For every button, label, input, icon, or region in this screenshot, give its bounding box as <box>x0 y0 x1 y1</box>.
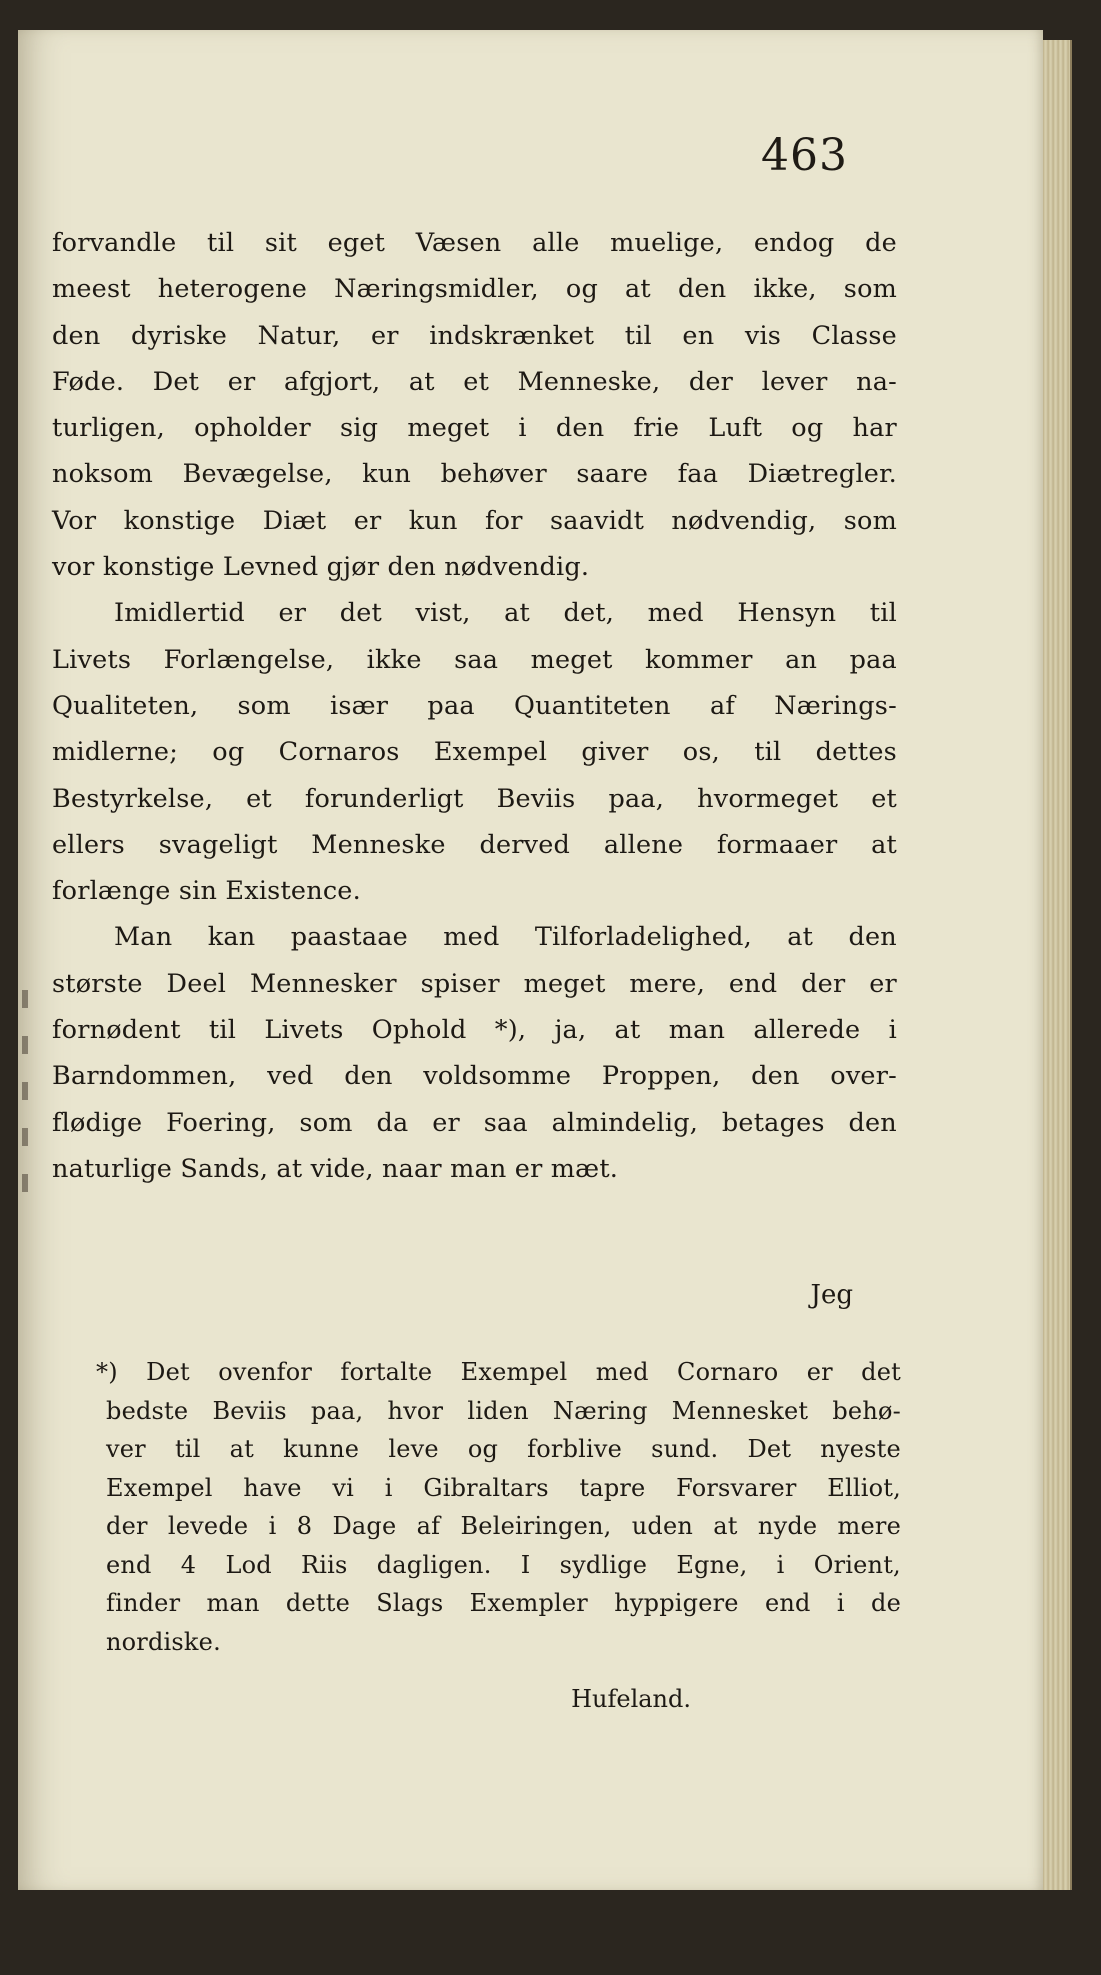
word: til <box>869 598 897 629</box>
word: Bevægelse, <box>182 459 333 490</box>
word: afgjort, <box>283 366 381 397</box>
word: derved <box>479 829 571 860</box>
word: og <box>565 274 598 305</box>
word: 8 <box>296 1512 313 1540</box>
word: meget <box>530 644 613 675</box>
word: opholder <box>194 413 311 444</box>
text-line <box>52 1100 897 1146</box>
word: især <box>329 690 389 721</box>
word: turligen, <box>52 413 165 444</box>
word: konstige <box>123 505 236 536</box>
word: Deel <box>166 968 227 999</box>
word: Væsen <box>415 228 502 258</box>
word: Gibraltars <box>423 1473 549 1502</box>
word: Mennesker <box>249 968 397 999</box>
word: dagligen. <box>376 1550 492 1579</box>
text-line <box>52 220 897 266</box>
word: Cornaros <box>278 737 400 768</box>
word: dette <box>285 1589 350 1617</box>
word: allerede <box>753 1015 861 1046</box>
word: heterogene <box>157 274 308 305</box>
footnote-line <box>106 1507 901 1546</box>
word: Natur, <box>257 320 341 351</box>
footnote-line <box>106 1469 901 1508</box>
word: af <box>709 690 735 721</box>
footnote-line <box>106 1392 901 1431</box>
word: nyeste <box>820 1435 901 1463</box>
text-line <box>52 266 897 312</box>
word: kun <box>362 459 412 490</box>
word: mere <box>837 1512 901 1540</box>
text-line <box>52 822 897 868</box>
word: de <box>871 1589 901 1617</box>
word: os, <box>682 737 720 768</box>
word: eget <box>327 228 386 258</box>
word: paa, <box>310 1396 364 1425</box>
word: ikke <box>366 644 422 675</box>
word: lever <box>761 366 828 397</box>
word: vis <box>744 320 782 351</box>
word: at <box>713 1512 738 1540</box>
word: for <box>485 505 523 536</box>
word: med <box>595 1358 649 1386</box>
book-page <box>18 30 1043 1890</box>
word: Man <box>114 922 173 953</box>
word: frie <box>633 413 680 444</box>
word: ver <box>106 1435 146 1463</box>
word: paa, <box>608 783 665 814</box>
word: Bestyrkelse, <box>52 783 214 814</box>
word: voldsomme <box>423 1061 572 1092</box>
word: de <box>865 228 897 258</box>
word: der <box>801 968 846 999</box>
word: midlerne; <box>52 737 179 768</box>
word: giver <box>581 737 649 768</box>
word: af <box>416 1512 441 1540</box>
word: Dage <box>332 1512 397 1540</box>
word: største <box>52 968 143 999</box>
word: behø- <box>832 1396 901 1425</box>
word: nyde <box>757 1512 818 1540</box>
word: almindelig, <box>551 1107 699 1138</box>
page-number: 463 <box>761 130 848 181</box>
word: uden <box>631 1512 694 1540</box>
text-line <box>52 590 897 636</box>
word: Beviis <box>496 783 576 814</box>
word: er <box>869 968 897 999</box>
word: over- <box>830 1061 897 1092</box>
word: forblive <box>527 1435 623 1463</box>
word: saavidt <box>550 505 645 536</box>
word: nødvendig, <box>671 505 817 536</box>
word: som <box>843 505 897 536</box>
word: er <box>353 505 382 536</box>
word: svageligt <box>158 829 278 860</box>
word: Barndommen, <box>52 1061 237 1092</box>
word: Det <box>146 1358 190 1386</box>
word: bedste <box>106 1396 189 1425</box>
word: flødige <box>52 1107 143 1138</box>
word: hvor <box>387 1396 444 1425</box>
word: saa <box>454 644 499 675</box>
word: kan <box>207 922 256 953</box>
word: an <box>785 644 818 675</box>
word: endog <box>753 228 835 258</box>
text-line <box>52 776 897 822</box>
word: i <box>776 1550 785 1579</box>
word: Hensyn <box>737 598 837 629</box>
word: indskrænket <box>429 320 595 351</box>
word: forunderligt <box>304 783 464 814</box>
footnote <box>96 1353 901 1661</box>
word: Exempler <box>469 1589 588 1617</box>
word: saa <box>483 1107 528 1138</box>
text-line <box>52 498 897 544</box>
word: Diætregler. <box>747 459 897 490</box>
word: sydlige <box>559 1550 648 1579</box>
word: formaaer <box>716 829 838 860</box>
word: Menneske, <box>517 366 661 397</box>
word: man <box>206 1589 260 1617</box>
footnote-line <box>106 1546 901 1585</box>
word: Forlængelse, <box>163 644 335 675</box>
word: at <box>408 366 435 397</box>
word: der <box>106 1512 148 1540</box>
word: hvormeget <box>697 783 839 814</box>
word: ovenfor <box>218 1358 313 1386</box>
word: og <box>212 737 245 768</box>
word: end <box>764 1589 811 1617</box>
word: ved <box>267 1061 314 1092</box>
text-line <box>52 359 897 405</box>
word: Beviis <box>212 1396 287 1425</box>
word: Forsvarer <box>676 1473 797 1502</box>
word: til <box>208 1015 237 1046</box>
word: er <box>370 320 399 351</box>
text-line <box>52 729 897 775</box>
word: Ophold <box>371 1015 467 1046</box>
word: I <box>520 1550 531 1579</box>
word: som <box>843 274 897 305</box>
word: har <box>852 413 897 444</box>
word: en <box>682 320 715 351</box>
footnote-line <box>96 1353 901 1392</box>
word: Livets <box>264 1015 344 1046</box>
word: paa <box>427 690 475 721</box>
text-line <box>52 313 897 359</box>
word: da <box>376 1107 409 1138</box>
text-line <box>52 1053 897 1099</box>
word: det, <box>563 598 615 629</box>
word: ikke, <box>753 274 817 305</box>
word: den <box>344 1061 393 1092</box>
word: at <box>504 598 530 629</box>
word: Livets <box>52 644 132 675</box>
word: der <box>688 366 734 397</box>
word: levede <box>167 1512 249 1540</box>
word: at <box>871 829 897 860</box>
word: at <box>229 1435 254 1463</box>
word: *) <box>96 1358 118 1386</box>
word: have <box>243 1473 302 1502</box>
word: at <box>787 922 814 953</box>
word: Exempel <box>106 1473 213 1502</box>
word: tapre <box>579 1473 646 1502</box>
word: i <box>384 1473 393 1502</box>
word: Føde. <box>52 366 125 397</box>
word: saare <box>576 459 649 490</box>
word: med <box>647 598 704 629</box>
word: er <box>227 366 256 397</box>
word: Næring <box>552 1396 648 1425</box>
word: Orient, <box>813 1550 901 1579</box>
word: Vor <box>52 505 97 536</box>
footnote-line <box>106 1430 901 1469</box>
text-line: naturlige Sands, at vide, naar man er mæt. <box>52 1153 619 1184</box>
word: til <box>624 320 652 351</box>
footnote-line <box>106 1584 901 1623</box>
word: sit <box>264 228 297 258</box>
word: *), <box>494 1015 527 1046</box>
word: den <box>52 320 101 351</box>
word: Slags <box>376 1589 444 1617</box>
word: Proppen, <box>601 1061 721 1092</box>
word: som <box>299 1107 353 1138</box>
word: kun <box>408 505 458 536</box>
word: til <box>207 228 235 258</box>
text-line: forlænge sin Existence. <box>52 876 361 907</box>
text-line: vor konstige Levned gjør den nødvendig. <box>52 552 590 583</box>
word: paastaae <box>290 922 408 953</box>
word: paa <box>849 644 897 675</box>
word: Exempel <box>460 1358 568 1386</box>
word: et <box>246 783 272 814</box>
word: Luft <box>708 413 763 444</box>
word: betages <box>721 1107 825 1138</box>
word: i <box>888 1015 897 1046</box>
word: det <box>339 598 382 629</box>
word: Qualiteten, <box>52 690 199 721</box>
word: den <box>848 922 897 953</box>
word: faa <box>677 459 719 490</box>
text-line <box>52 637 897 683</box>
word: forvandle <box>52 228 177 258</box>
word: den <box>555 413 605 444</box>
word: Imidlertid <box>114 598 245 629</box>
word: sund. <box>651 1435 719 1463</box>
word: Mennesket <box>671 1396 809 1425</box>
word: Næringsmidler, <box>334 274 539 305</box>
word: til <box>174 1435 201 1463</box>
word: dyriske <box>130 320 228 351</box>
word: man <box>668 1015 726 1046</box>
word: sig <box>340 413 379 444</box>
word: end <box>106 1550 152 1579</box>
word: Menneske <box>311 829 446 860</box>
word: den <box>751 1061 800 1092</box>
word: et <box>871 783 897 814</box>
text-line <box>52 1007 897 1053</box>
word: at <box>625 274 651 305</box>
word: 4 <box>180 1550 197 1579</box>
word: leve <box>388 1435 439 1463</box>
word: ja, <box>554 1015 587 1046</box>
word: og <box>467 1435 499 1463</box>
word: Quantiteten <box>514 690 671 721</box>
word: til <box>754 737 782 768</box>
main-text <box>52 220 897 1192</box>
word: den <box>848 1107 897 1138</box>
word: Classe <box>811 320 897 351</box>
word: Diæt <box>262 505 327 536</box>
word: Riis <box>300 1550 348 1579</box>
word: liden <box>467 1396 529 1425</box>
word: Lod <box>225 1550 272 1579</box>
word: er <box>278 598 307 629</box>
word: Elliot, <box>827 1473 901 1502</box>
word: fornødent <box>52 1015 181 1046</box>
word: at <box>614 1015 641 1046</box>
word: vi <box>332 1473 355 1502</box>
word: meest <box>52 274 131 305</box>
text-line <box>52 914 897 960</box>
word: og <box>791 413 824 444</box>
word: noksom <box>52 459 154 490</box>
word: i <box>836 1589 845 1617</box>
word: Cornaro <box>677 1358 779 1386</box>
word: Tilforladelighed, <box>534 922 752 953</box>
word: Nærings- <box>774 690 897 721</box>
word: som <box>237 690 291 721</box>
word: Exempel <box>433 737 548 768</box>
word: er <box>806 1358 833 1386</box>
word: finder <box>106 1589 181 1617</box>
word: alle <box>532 228 580 258</box>
catchword: Jeg <box>810 1280 853 1310</box>
word: Det <box>747 1435 792 1463</box>
footnote-line: nordiske. <box>106 1627 221 1656</box>
word: mere, <box>629 968 706 999</box>
word: allene <box>603 829 684 860</box>
word: er <box>432 1107 460 1138</box>
word: meget <box>523 968 606 999</box>
word: meget <box>407 413 490 444</box>
word: Egne, <box>676 1550 748 1579</box>
word: dettes <box>815 737 897 768</box>
word: behøver <box>440 459 547 490</box>
word: muelige, <box>610 228 724 258</box>
word: vist, <box>415 598 471 629</box>
text-line <box>52 405 897 451</box>
word: i <box>268 1512 277 1540</box>
word: fortalte <box>340 1358 433 1386</box>
word: det <box>861 1358 901 1386</box>
word: ellers <box>52 829 125 860</box>
word: i <box>518 413 527 444</box>
word: spiser <box>420 968 500 999</box>
word: den <box>677 274 727 305</box>
text-line <box>52 451 897 497</box>
word: kunne <box>283 1435 360 1463</box>
text-line <box>52 683 897 729</box>
signature: Hufeland. <box>571 1685 691 1713</box>
word: Beleiringen, <box>460 1512 612 1540</box>
word: na- <box>856 366 897 397</box>
word: Foering, <box>166 1107 276 1138</box>
word: et <box>463 366 490 397</box>
gutter-marks <box>22 990 28 1220</box>
word: end <box>728 968 778 999</box>
word: Det <box>152 366 200 397</box>
word: med <box>443 922 500 953</box>
word: hyppigere <box>614 1589 739 1617</box>
text-line <box>52 961 897 1007</box>
word: kommer <box>645 644 753 675</box>
